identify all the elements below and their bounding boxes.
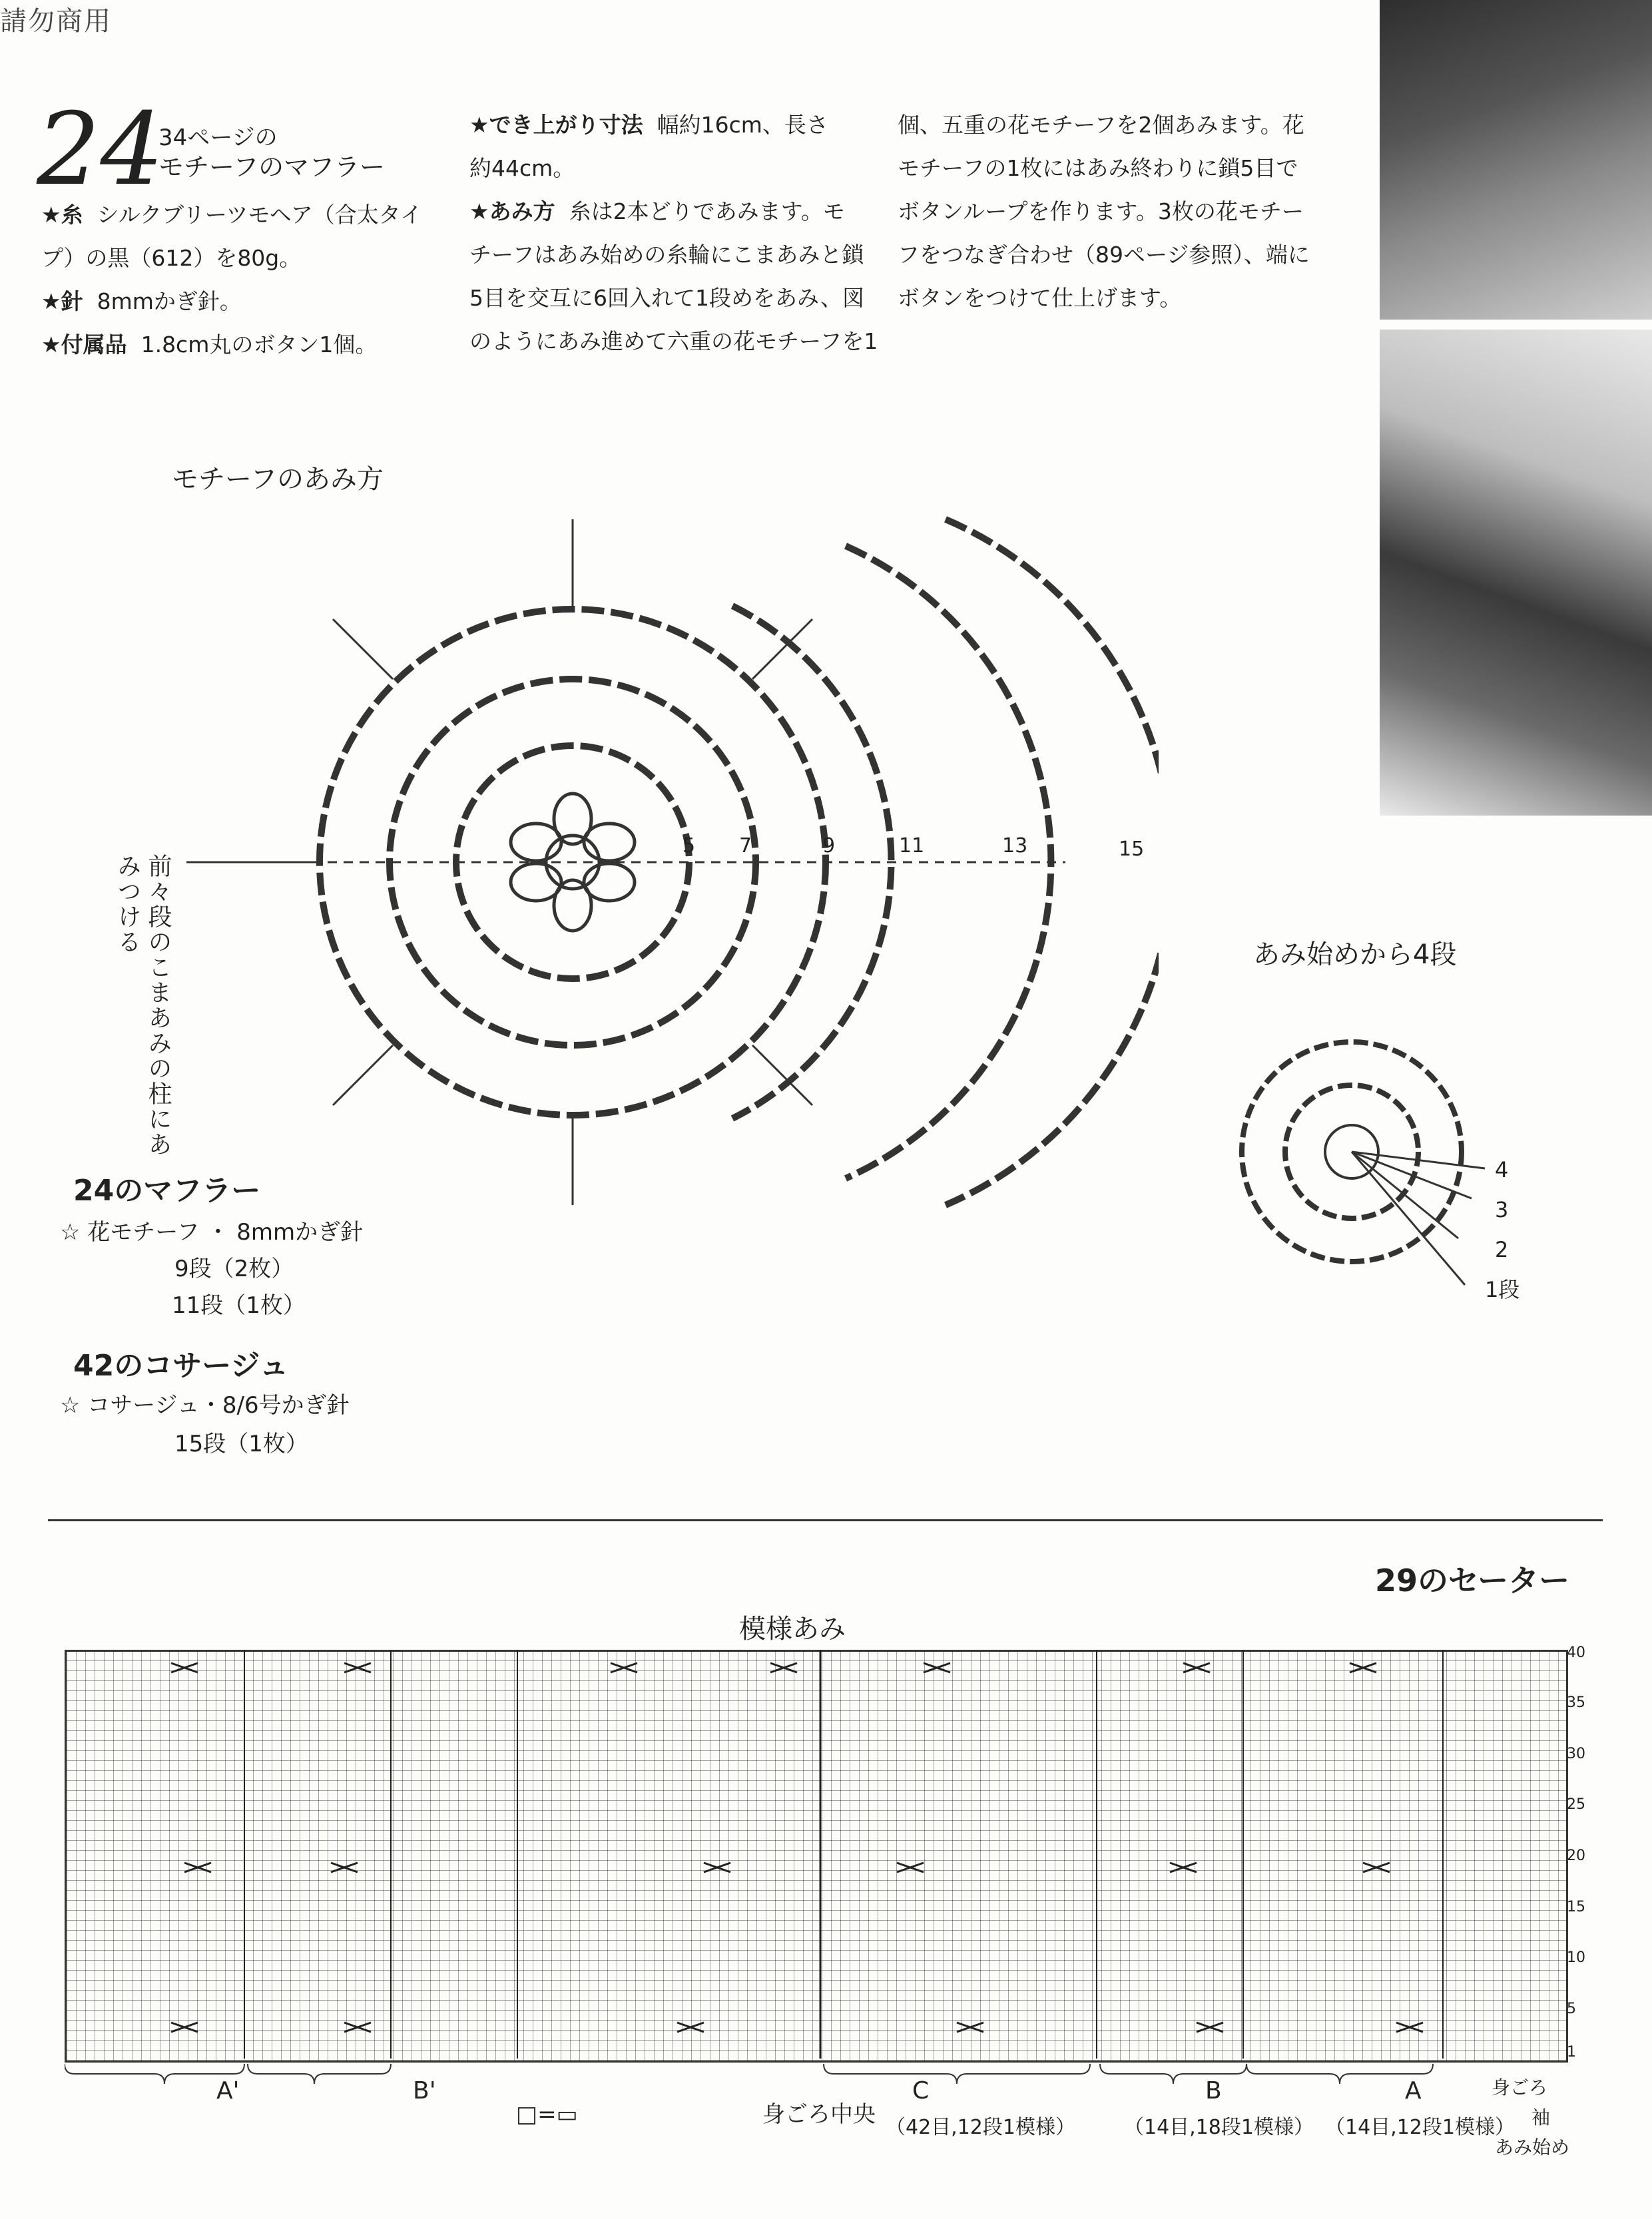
method-text-4: のようにあみ進めて六重の花モチーフを1 [469,328,878,354]
muffler-item: ☆ 花モチーフ ・ 8mmかぎ針 [60,1219,364,1246]
section-label-a: A [1405,2077,1422,2104]
start-label: あみ始め [1495,2136,1570,2158]
section-label-a-prime: A' [216,2077,240,2104]
start-row-label: 3 [1495,1197,1509,1222]
row-number: 13 [1002,834,1028,858]
row-tick: 40 [1567,1644,1585,1661]
method-text-8: フをつなぎ合わせ（89ページ参照）、端に [898,242,1310,268]
method-label: ★あみ方 [469,198,555,224]
c-repeat: （42目,12段1模様） [886,2116,1075,2139]
method-text-6: モチーフの1枚にはあみ終わりに鎖5目で [898,155,1298,181]
row-tick: 15 [1567,1899,1585,1915]
section-label-b: B [1205,2077,1222,2104]
section-brackets [65,2061,1564,2087]
corsage-line-1: 15段（1枚） [174,1431,308,1457]
section-divider [48,1519,1603,1521]
a-repeat: （14目,12段1模様） [1325,2116,1515,2139]
start-row-label: 2 [1495,1237,1509,1262]
center-label: 身ごろ中央 [762,2101,876,2128]
size-text-2: 約44cm。 [469,155,575,181]
row-tick: 10 [1567,1949,1585,1966]
chart-title: 模様あみ [739,1614,846,1644]
section-label-c: C [912,2077,930,2104]
row-numbers [683,834,1144,861]
muffler-title: 24のマフラー [73,1174,261,1208]
row-ticks [1567,1644,1607,2071]
motif-diagram [186,386,1159,1332]
row-tick: 5 [1567,2001,1576,2017]
method-text-9: ボタンをつけて仕上げます。 [898,285,1182,311]
section-label-b-prime: B' [413,2077,436,2104]
body-label: 身ごろ [1492,2077,1548,2098]
watermark-text: 請勿商用 [0,6,112,37]
row-number: 15 [1119,838,1145,861]
accessory-text: 1.8cm丸のボタン1個。 [140,332,378,358]
method-text-1: 糸は2本どりであみます。モ [569,198,845,224]
row-number: 11 [899,834,925,858]
yarn-label: ★糸 [41,202,83,228]
motif-title: モチーフのあみ方 [172,464,384,495]
muffler-line-2: 11段（1枚） [172,1292,306,1319]
sweater-title: 29のセーター [1375,1563,1570,1599]
start-rows-diagram [1219,999,1538,1345]
start-rows-title: あみ始めから4段 [1253,939,1457,970]
needle-text: 8mmかぎ針。 [97,288,242,314]
row-tick: 35 [1567,1694,1585,1711]
subtitle-line-1: 34ページの [158,124,278,151]
legend: □=▭ [516,2101,578,2128]
flower-photo [1380,330,1652,816]
row-tick: 20 [1567,1848,1585,1864]
materials-block [41,193,422,366]
start-row-label: 1段 [1485,1277,1520,1302]
method-text-5: 個、五重の花モチーフを2個あみます。花 [898,112,1304,138]
start-row-label: 4 [1495,1157,1509,1182]
row-number: 9 [822,834,836,858]
method-text-2: チーフはあみ始めの糸輪にこまあみと鎖 [469,242,864,268]
row-number: 7 [739,834,752,858]
corsage-item: ☆ コサージュ・8/6号かぎ針 [60,1392,350,1419]
model-photo [1380,0,1652,320]
subtitle-line-2: モチーフのマフラー [158,152,386,182]
pattern-number: 24 [37,92,164,208]
needle-label: ★針 [41,288,83,314]
method-block [469,103,878,363]
sleeve-label: 袖 [1531,2106,1551,2128]
muffler-line-1: 9段（2枚） [174,1256,294,1282]
yarn-text-2: プ）の黒（612）を80g。 [41,245,302,271]
size-text-1: 幅約16cm、長さ [657,112,828,138]
corsage-title: 42のコサージュ [73,1349,289,1383]
yarn-text-1: シルクブリーツモヘア（合太タイ [97,202,423,228]
pattern-subtitle [158,123,385,182]
row-tick: 1 [1567,2044,1576,2061]
method-text-7: ボタンループを作ります。3枚の花モチー [898,198,1304,224]
size-label: ★でき上がり寸法 [469,112,643,138]
row-tick: 30 [1567,1746,1585,1762]
motif-side-note: 前々段のこまあみの柱にあみつける [114,854,172,1157]
stitch-grid-marks [65,1650,1564,2059]
row-number: 5 [683,834,696,858]
row-tick: 25 [1567,1796,1585,1813]
b-repeat: （14目,18段1模様） [1124,2116,1314,2139]
method-text-3: 5目を交互に6回入れて1段めをあみ、図 [469,285,864,311]
accessory-label: ★付属品 [41,332,127,358]
method-block-2 [898,103,1310,320]
